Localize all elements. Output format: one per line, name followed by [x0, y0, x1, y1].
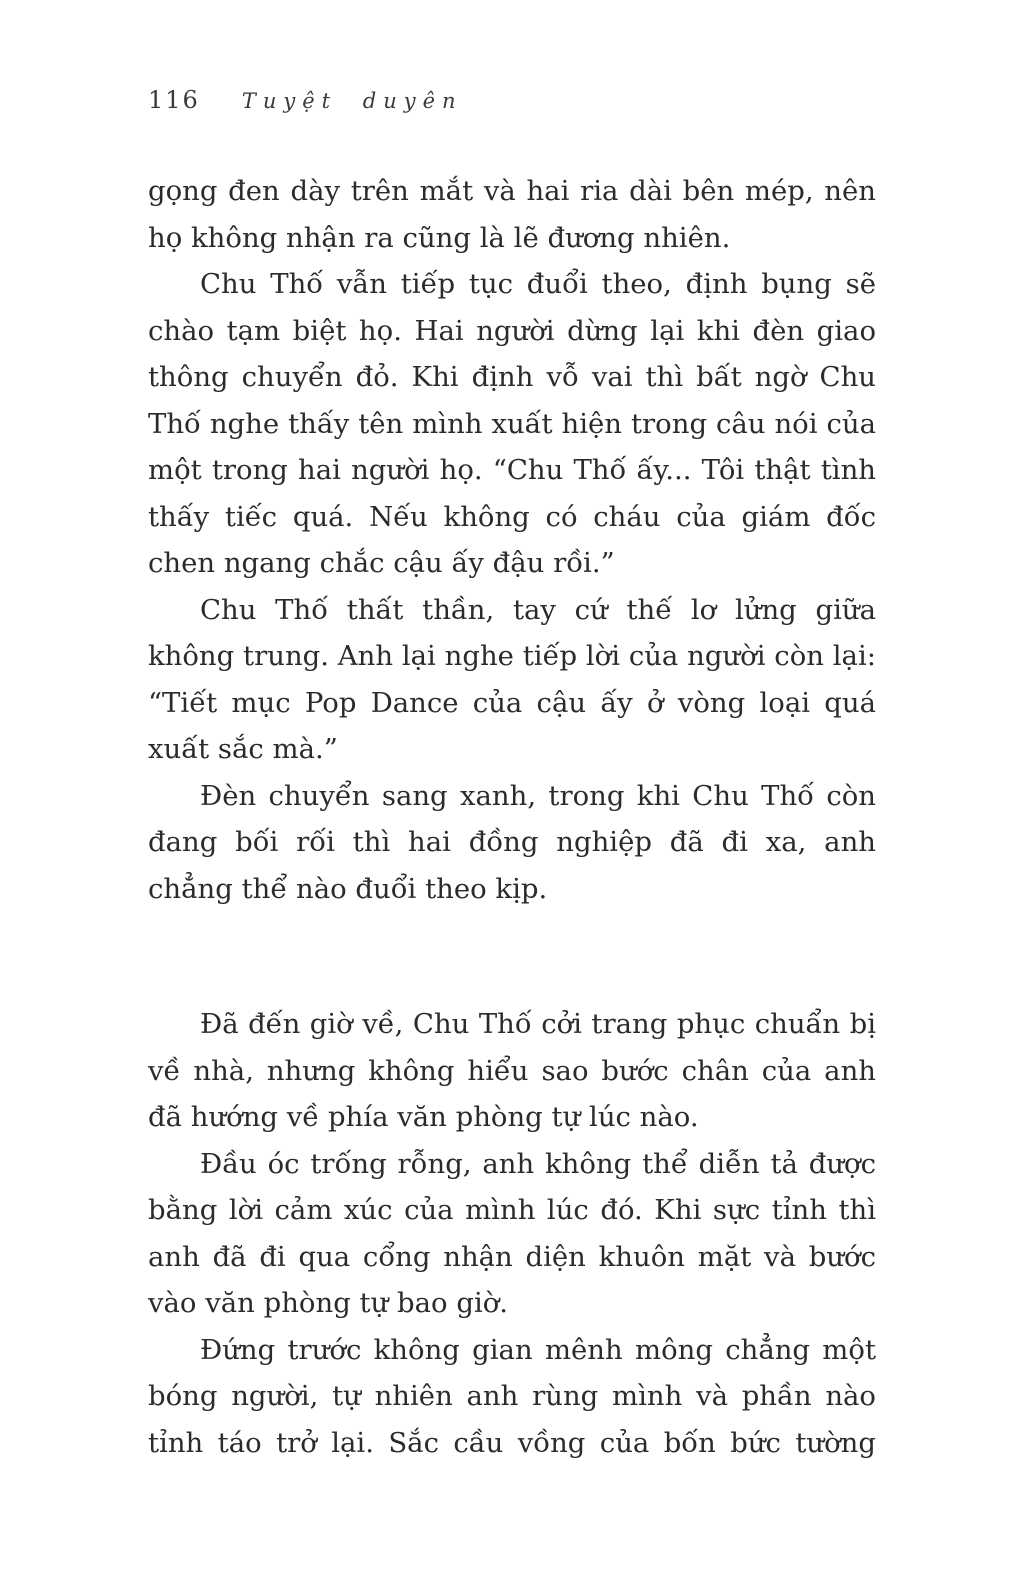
paragraph: Đứng trước không gian mênh mông chẳng một bóng người, tự nhiên anh rùng mình và phần nào tỉnh táo trở lại. Sắc cầu vồng của bốn bức tường	[148, 1333, 876, 1459]
running-header	[148, 86, 876, 114]
paragraph: gọng đen dày trên mắt và hai ria dài bên mép, nên họ không nhận ra cũng là lẽ đương nhiên.	[148, 175, 876, 254]
paragraph: Đã đến giờ về, Chu Thố cởi trang phục chuẩn bị về nhà, nhưng không hiểu sao bước chân của anh đã hướng về phía văn phòng tự lúc nào.	[148, 1008, 876, 1133]
book-title: Tuyệt duyên	[241, 89, 463, 113]
page-number: 116	[148, 86, 200, 114]
paragraph: Chu Thố thất thần, tay cứ thế lơ lửng giữa không trung. Anh lại nghe tiếp lời của người còn lại: “Tiết mục Pop Dance của cậu ấy ở vòng loại quá xuất sắc mà.”	[148, 593, 876, 765]
paragraph: Đầu óc trống rỗng, anh không thể diễn tả được bằng lời cảm xúc của mình lúc đó. Khi sực tỉnh thì anh đã đi qua cổng nhận diện khuôn mặt và bước vào văn phòng tự bao giờ.	[148, 1147, 876, 1319]
paragraph: Chu Thố vẫn tiếp tục đuổi theo, định bụng sẽ chào tạm biệt họ. Hai người dừng lại khi đèn giao thông chuyển đỏ. Khi định vỗ vai thì bất ngờ Chu Thố nghe thấy tên mình xuất hiện trong câu nói của một trong hai người họ. “Chu Thố ấy... Tôi thật tình thấy tiếc quá. Nếu không có cháu của giám đốc chen ngang chắc cậu ấy đậu rồi.”	[148, 268, 876, 579]
paragraph: Đèn chuyển sang xanh, trong khi Chu Thố còn đang bối rối thì hai đồng nghiệp đã đi xa, anh chẳng thể nào đuổi theo kịp.	[148, 779, 876, 905]
page-body	[148, 168, 876, 1466]
